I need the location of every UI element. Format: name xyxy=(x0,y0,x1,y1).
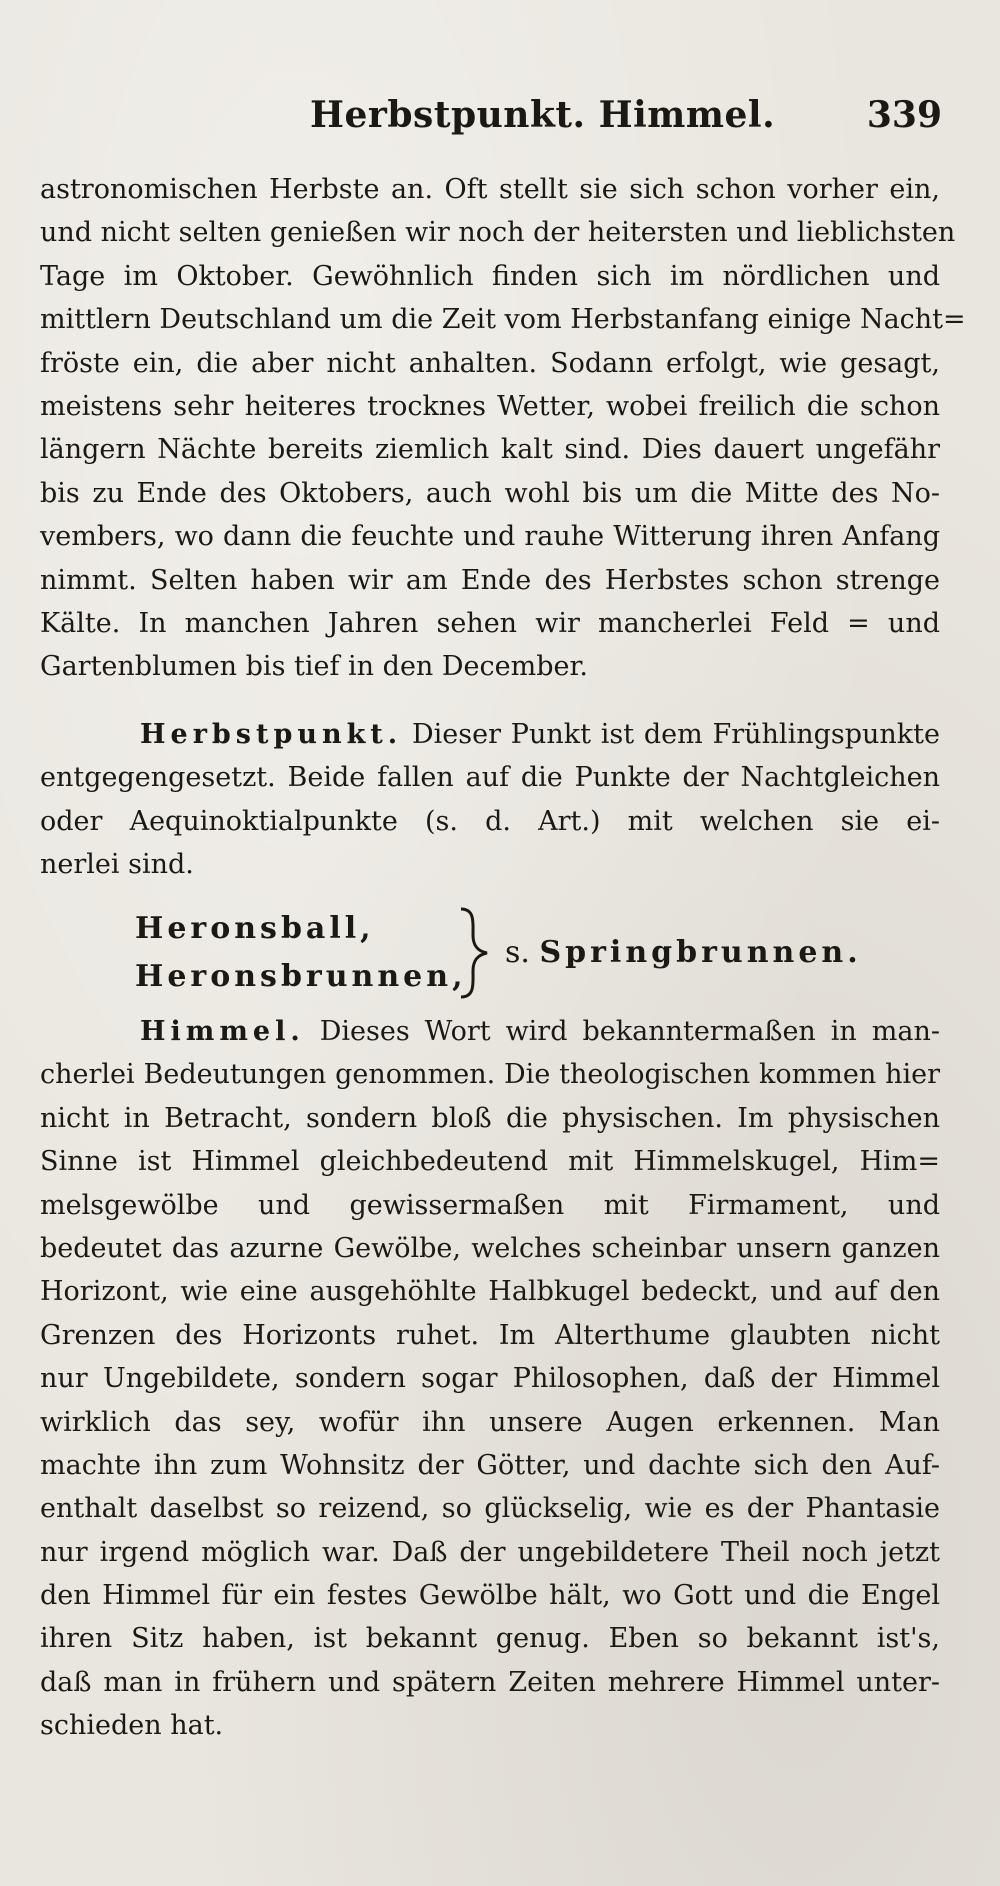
cross-reference-term: Heronsbrunnen, xyxy=(135,959,467,994)
text-line: bis zu Ende des Oktobers, auch wohl bis um die Mitte des No- xyxy=(40,477,940,509)
cross-reference-entry xyxy=(135,905,935,1005)
text-line: vembers, wo dann die feuchte und rauhe Witterung ihren Anfang xyxy=(40,521,940,553)
text-line: nimmt. Selten haben wir am Ende des Herbstes schon strenge xyxy=(40,564,940,596)
text-line: ihren Sitz haben, ist bekannt genug. Eben so bekannt ist's, xyxy=(40,1623,940,1655)
text-line: nerlei sind. xyxy=(40,849,194,881)
text-line: machte ihn zum Wohnsitz der Götter, und dachte sich den Auf- xyxy=(40,1449,940,1481)
text-line: bedeutet das azurne Gewölbe, welches scheinbar unsern ganzen xyxy=(40,1232,940,1264)
text-line: enthalt daselbst so reizend, so glückselig, wie es der Phantasie xyxy=(40,1493,940,1525)
text-line: Gartenblumen bis tief in den December. xyxy=(40,651,589,683)
cross-reference-target xyxy=(505,929,862,977)
text-line: mittlern Deutschland um die Zeit vom Herbstanfang einige Nacht= xyxy=(40,304,966,336)
text-line: Horizont, wie eine ausgehöhlte Halbkugel bedeckt, und auf den xyxy=(40,1276,940,1308)
text-line: Grenzen des Horizonts ruhet. Im Alterthume glaubten nicht xyxy=(40,1319,940,1351)
text-line: nicht in Betracht, sondern bloß die physischen. Im physischen xyxy=(40,1102,940,1134)
entry-text: Dieses Wort wird bekanntermaßen in man- xyxy=(319,1016,940,1047)
entry-text: Dieser Punkt ist dem Frühlingspunkte xyxy=(411,719,940,750)
text-line: entgegengesetzt. Beide fallen auf die Punkte der Nachtgleichen xyxy=(40,762,940,794)
entry-first-line xyxy=(40,713,940,756)
paragraph-continuation xyxy=(40,168,966,689)
entry-himmel xyxy=(40,1010,940,1748)
text-line: fröste ein, die aber nicht anhalten. Sodann erfolgt, wie gesagt, xyxy=(40,347,940,379)
target-term: Springbrunnen. xyxy=(539,935,862,970)
text-line: astronomischen Herbste an. Oft stellt sie sich schon vorher ein, xyxy=(40,174,940,205)
text-line: nur irgend möglich war. Daß der ungebildetere Theil noch jetzt xyxy=(40,1536,940,1568)
text-line: längern Nächte bereits ziemlich kalt sind. Dies dauert ungefähr xyxy=(40,434,940,466)
cross-reference-term: Heronsball, xyxy=(135,911,375,946)
curly-brace-icon xyxy=(455,905,491,1001)
text-line: daß man in frühern und spätern Zeiten mehrere Himmel unter- xyxy=(40,1666,940,1698)
page-header xyxy=(0,85,1000,145)
text-line: meistens sehr heiteres trocknes Wetter, wobei freilich die schon xyxy=(40,390,940,422)
text-line: oder Aequinoktialpunkte (s. d. Art.) mit welchen sie ei- xyxy=(40,805,940,837)
entry-herbstpunkt xyxy=(40,713,940,887)
text-line: schieden hat. xyxy=(40,1710,224,1742)
text-line: Tage im Oktober. Gewöhnlich finden sich im nördlichen und xyxy=(40,260,940,292)
text-line: nur Ungebildete, sondern sogar Philosophen, daß der Himmel xyxy=(40,1363,940,1395)
text-line: den Himmel für ein festes Gewölbe hält, wo Gott und die Engel xyxy=(40,1580,940,1612)
page-number: 339 xyxy=(866,94,942,136)
text-line: Sinne ist Himmel gleichbedeutend mit Himmelskugel, Him= xyxy=(40,1146,940,1178)
text-line: Kälte. In manchen Jahren sehen wir mancherlei Feld = und xyxy=(40,607,940,639)
text-line: cherlei Bedeutungen genommen. Die theologischen kommen hier xyxy=(40,1059,940,1091)
text-line: melsgewölbe und gewissermaßen mit Firmament, und xyxy=(40,1189,940,1221)
entry-headword: Himmel. xyxy=(140,1016,305,1047)
text-line: wirklich das sey, wofür ihn unsere Augen erkennen. Man xyxy=(40,1406,940,1438)
see-marker: s. xyxy=(505,935,530,970)
text-line: und nicht selten genießen wir noch der heitersten und lieblichsten xyxy=(40,217,956,249)
running-head: Herbstpunkt. Himmel. xyxy=(310,94,776,136)
entry-headword: Herbstpunkt. xyxy=(140,719,403,750)
entry-first-line xyxy=(40,1010,940,1053)
